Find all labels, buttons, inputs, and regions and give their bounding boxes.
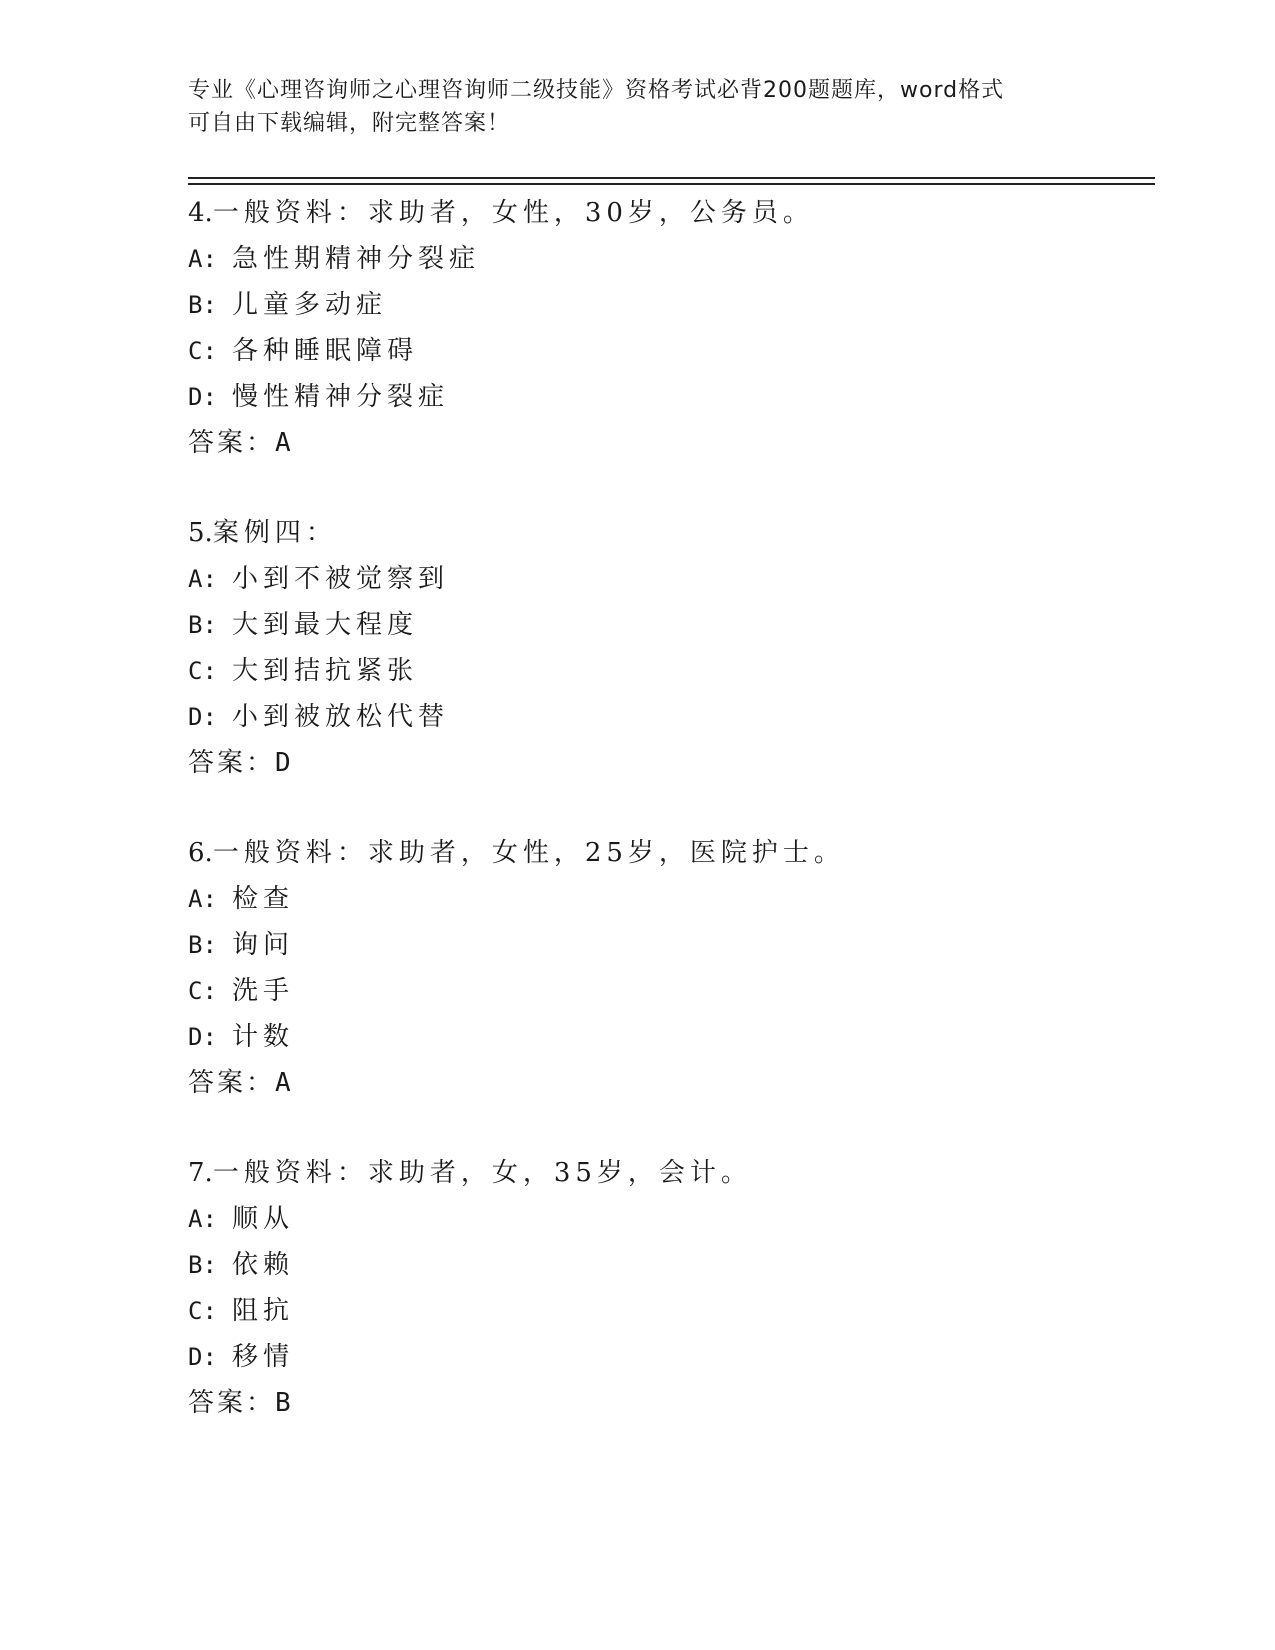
answer-line [188,740,1148,786]
question-number: 6. [188,838,213,868]
option-text: 慢性精神分裂症 [232,382,450,412]
option-letter: B: [188,1251,217,1279]
option-d [188,374,1148,420]
question-stem [188,190,1148,236]
document-header [188,74,1088,140]
option-b [188,1242,1148,1288]
option-b [188,602,1148,648]
question-stem [188,1150,1148,1196]
option-text: 洗手 [232,976,295,1006]
question-list [188,190,1148,1470]
answer-line [188,1060,1148,1106]
option-text: 阻抗 [232,1296,295,1326]
option-text: 移情 [232,1342,295,1372]
option-b [188,282,1148,328]
answer-value: A [275,1068,291,1098]
answer-label: 答案： [188,428,276,458]
question-number: 4. [188,198,213,228]
option-letter: D: [188,1343,217,1371]
option-letter: C: [188,657,217,685]
option-c [188,328,1148,374]
option-a [188,556,1148,602]
option-c [188,1288,1148,1334]
option-letter: D: [188,703,217,731]
answer-line [188,420,1148,466]
option-letter: A: [188,1205,217,1233]
question-item [188,190,1148,466]
option-text: 依赖 [232,1250,295,1280]
header-divider-top [188,177,1155,179]
option-text: 小到被放松代替 [232,702,450,732]
option-letter: A: [188,565,217,593]
answer-label: 答案： [188,1068,276,1098]
option-text: 计数 [232,1022,295,1052]
option-letter: B: [188,291,217,319]
option-letter: D: [188,1023,217,1051]
option-d [188,694,1148,740]
option-letter: A: [188,245,217,273]
option-letter: C: [188,1297,217,1325]
answer-label: 答案： [188,748,276,778]
header-line-1: 专业《心理咨询师之心理咨询师二级技能》资格考试必背200题题库，word格式 [188,78,1005,103]
header-divider-bottom [188,183,1155,185]
option-text: 大到拮抗紧张 [232,656,419,686]
option-text: 小到不被觉察到 [232,564,450,594]
option-letter: B: [188,931,217,959]
question-text: 一般资料：求助者，女性，25岁，医院护士。 [212,838,845,868]
option-d [188,1014,1148,1060]
option-letter: A: [188,885,217,913]
option-text: 各种睡眠障碍 [232,336,419,366]
answer-value: D [275,748,291,778]
option-c [188,648,1148,694]
option-text: 儿童多动症 [232,290,388,320]
answer-label: 答案： [188,1388,276,1418]
question-stem [188,830,1148,876]
option-d [188,1334,1148,1380]
question-text: 一般资料：求助者，女性，30岁，公务员。 [212,198,814,228]
question-item [188,510,1148,786]
option-text: 顺从 [232,1204,295,1234]
option-a [188,876,1148,922]
option-b [188,922,1148,968]
option-text: 检查 [232,884,295,914]
answer-line [188,1380,1148,1426]
question-item [188,830,1148,1106]
answer-value: B [275,1388,291,1418]
question-stem [188,510,1148,556]
option-letter: C: [188,977,217,1005]
question-text: 一般资料：求助者，女，35岁，会计。 [212,1158,752,1188]
option-letter: D: [188,383,217,411]
option-text: 急性期精神分裂症 [232,244,481,274]
option-letter: C: [188,337,217,365]
question-item [188,1150,1148,1426]
option-c [188,968,1148,1014]
question-number: 7. [188,1158,213,1188]
option-a [188,1196,1148,1242]
header-line-2: 可自由下载编辑，附完整答案！ [188,111,511,136]
answer-value: A [275,428,291,458]
option-letter: B: [188,611,217,639]
option-text: 大到最大程度 [232,610,419,640]
option-a [188,236,1148,282]
option-text: 询问 [232,930,295,960]
question-text: 案例四： [212,518,337,548]
question-number: 5. [188,518,213,548]
